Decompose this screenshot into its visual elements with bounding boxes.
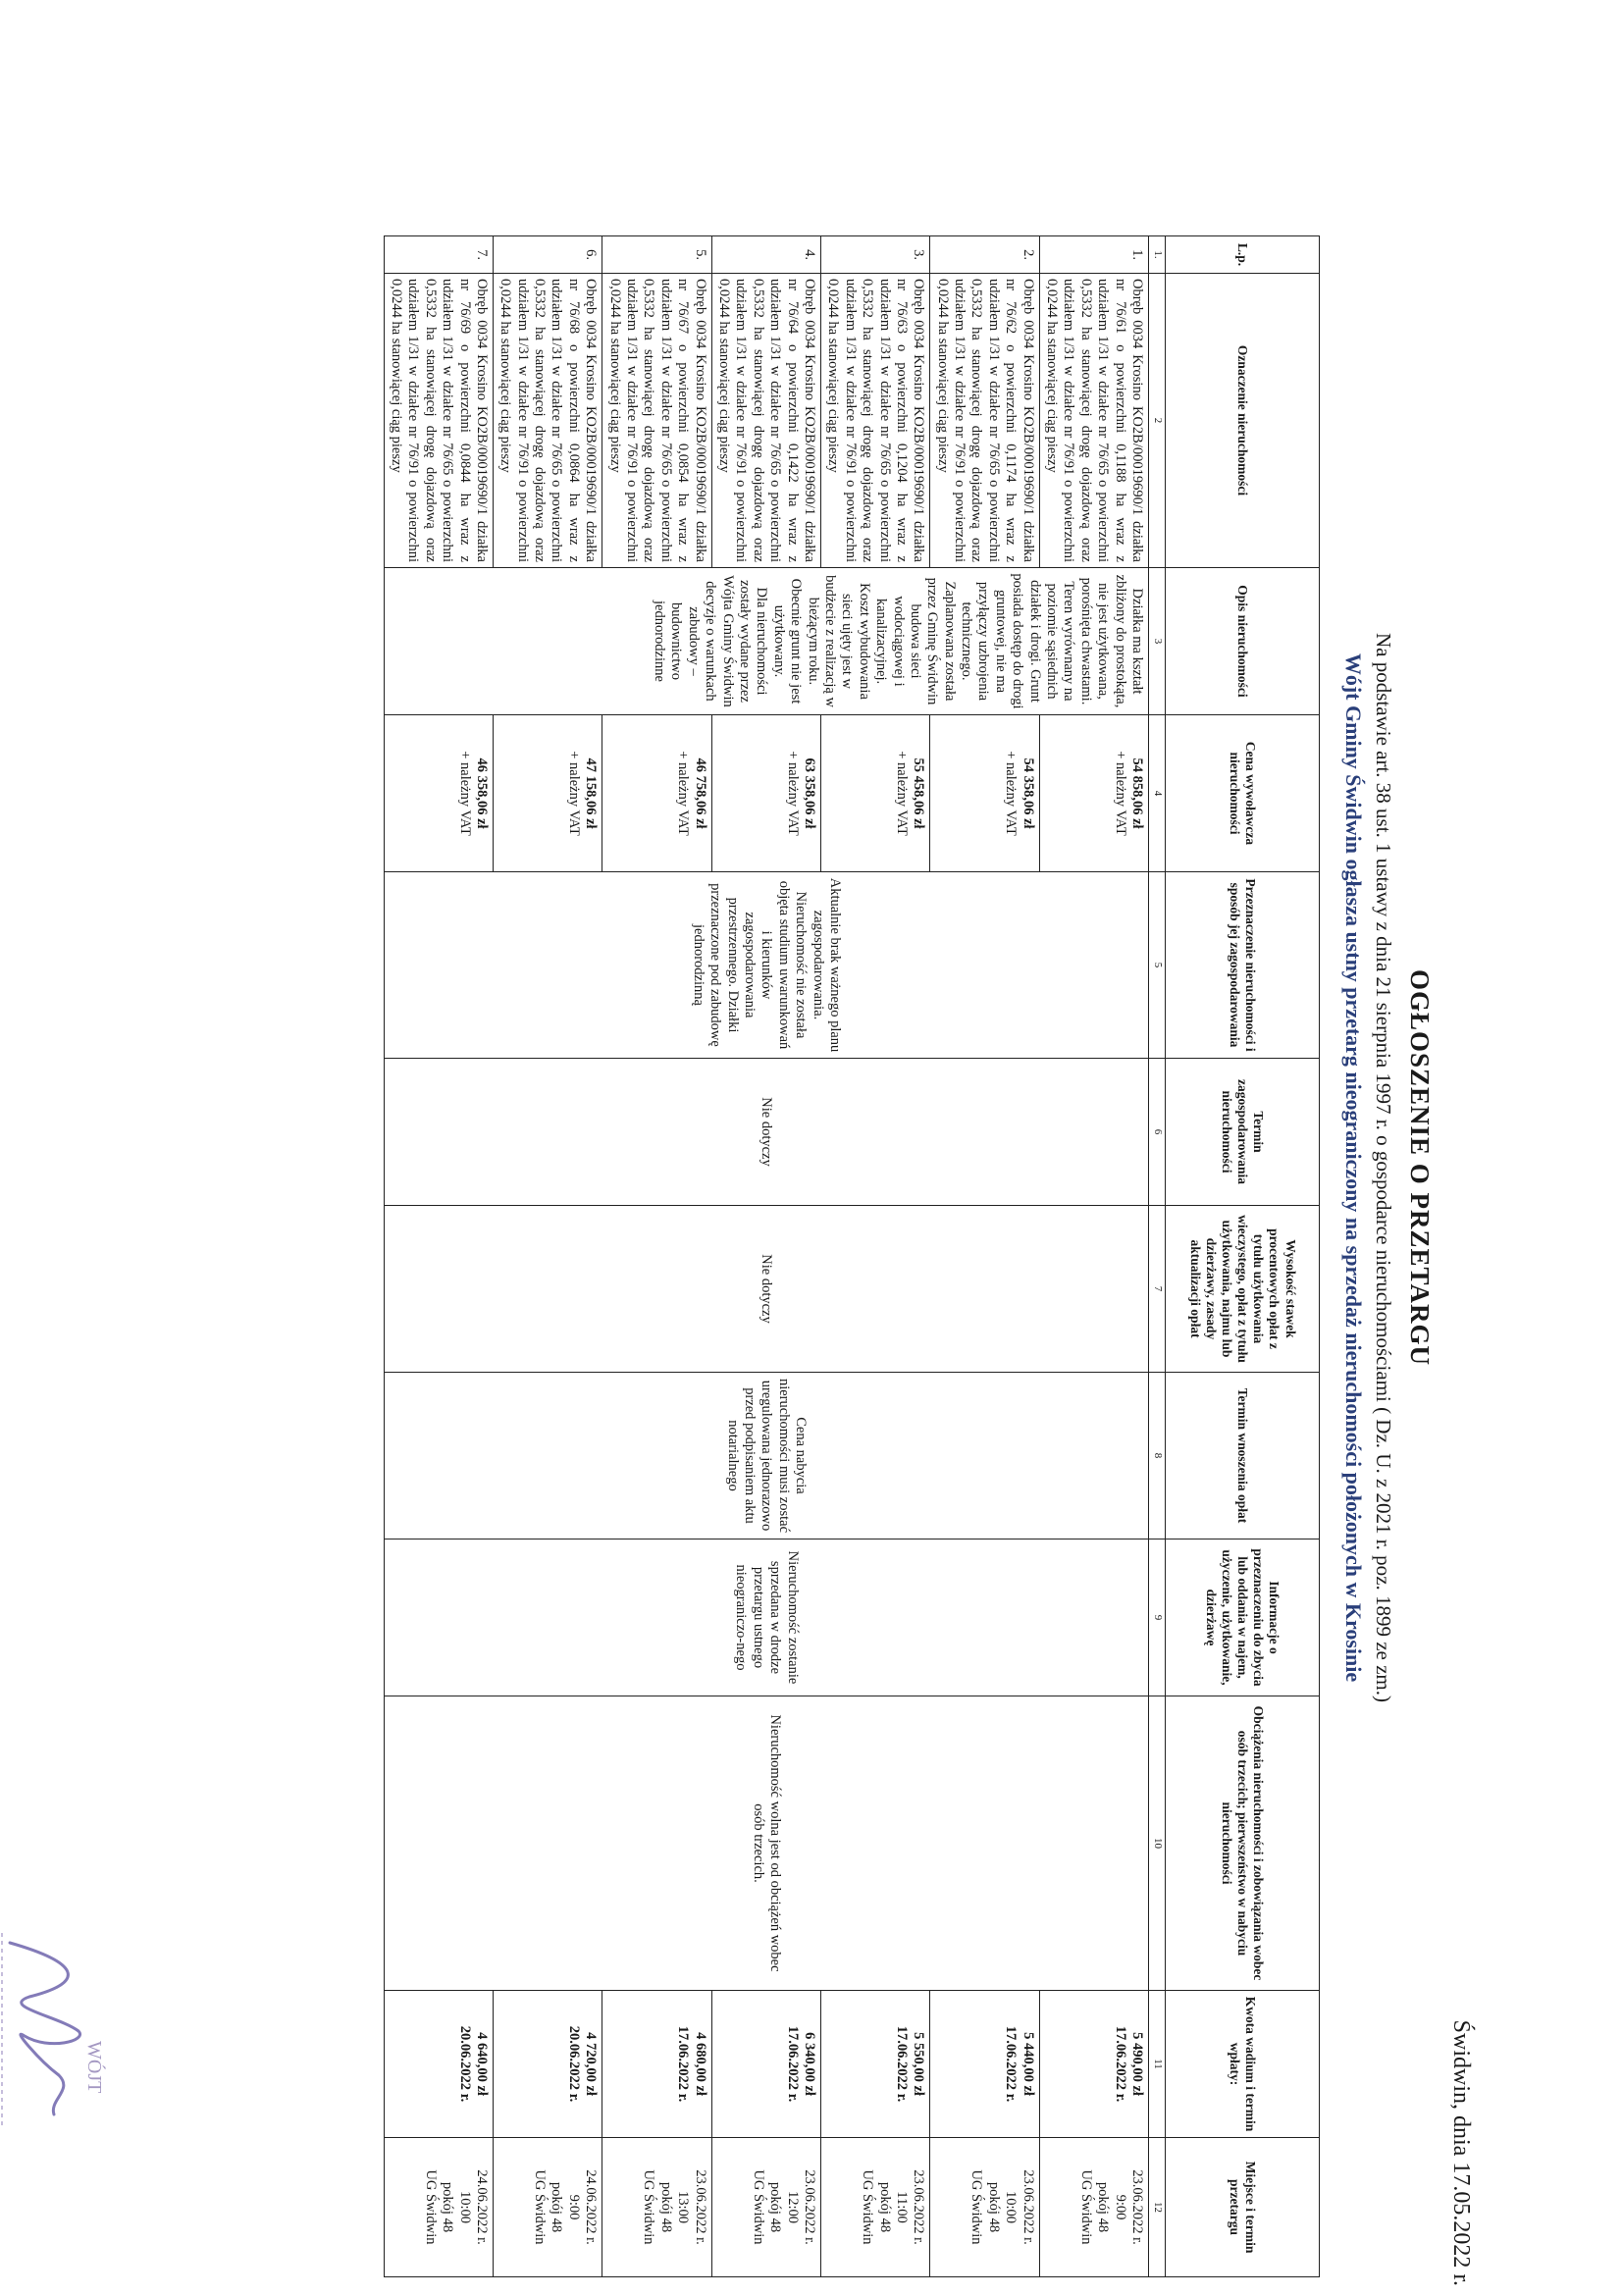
col-number: 7 (1149, 1206, 1166, 1373)
auction-cell (930, 2138, 1039, 2277)
col-number: 12 (1149, 2138, 1166, 2277)
description-part: Dla nieruchomości zostały wydane przez Wójta Gminy Świdwin decyzje o warunkach zabudowy – budownictwo jednorodzinne (652, 575, 770, 707)
legal-basis: Na podstawie art. 38 ust. 1 ustawy z dnia 21 sierpnia 1997 r. o gospodarce nieruchomościami ( Dz. U. z 2021 r. poz. 1899 ze zm.) (1372, 633, 1395, 1702)
col-number: 5 (1149, 872, 1166, 1059)
description-part: Koszt wybudowania sieci ujęty jest w budżecie z realizacją w bieżącym roku. (805, 575, 872, 707)
row-number: 3. (820, 236, 929, 274)
property-designation: Obręb 0034 Krosino KO2B/00019690/1 działka nr 76/68 o powierzchni 0,0864 ha wraz z udziałem 1/31 w działce nr 76/65 o powierzchni 0,5332 ha stanowiącej drogę dojazdową oraz udziałem 1/31 w działce nr 76/91 o powierzchni 0,0244 ha stanowiącej ciąg pieszy (493, 274, 602, 568)
deposit-date: 20.06.2022 r. (565, 2025, 582, 2103)
property-description (384, 568, 1148, 715)
row-number: 1. (1039, 236, 1148, 274)
description-part: Teren wyrównany na poziomie sąsiednich działek i drogi. Grunt posiada dostęp do drogi gruntowej, nie ma przyłączy uzbrojenia technicznego. (959, 573, 1077, 709)
payment-terms-cell: Cena nabycia nieruchomości musi zostać uregulowana jednorazowo przed podpisaniem aktu notarialnego (384, 1373, 1148, 1539)
starting-price: 55 458,06 zł (911, 757, 927, 829)
auction-cell (384, 2138, 493, 2277)
vat-note: + należny VAT (675, 751, 692, 836)
deposit-amount: 5 550,00 zł (911, 2032, 927, 2096)
deposit-amount: 4 720,00 zł (583, 2032, 600, 2096)
document-title: OGŁOSZENIE O PRZETARGU (1405, 968, 1435, 1367)
auction-cell (493, 2138, 602, 2277)
auction-date: 23.06.2022 r. (911, 2169, 927, 2245)
auction-time: 10:00 (456, 2190, 473, 2224)
deposit-amount: 5 440,00 zł (1020, 2032, 1036, 2096)
auction-time: 12:00 (784, 2190, 801, 2224)
row-number: 5. (602, 236, 711, 274)
deposit-date: 17.06.2022 r. (893, 2025, 910, 2103)
signature-stamp (0, 1904, 118, 2159)
property-table (384, 235, 1320, 2277)
auction-cell (711, 2138, 820, 2277)
col-number: 1. (1149, 236, 1166, 274)
property-designation: Obręb 0034 Krosino KO2B/00019690/1 działka nr 76/67 o powierzchni 0,0854 ha wraz z udziałem 1/31 w działce nr 76/65 o powierzchni 0,5332 ha stanowiącej drogę dojazdową oraz udziałem 1/31 w działce nr 76/91 o powierzchni 0,0244 ha stanowiącej ciąg pieszy (602, 274, 711, 568)
encumbrances-cell: Nieruchomość wolna jest od obciążeń wobec osób trzecich. (384, 1696, 1148, 1991)
deposit-cell (384, 1991, 493, 2138)
auction-date: 23.06.2022 r. (1129, 2169, 1145, 2245)
table-row (1039, 236, 1148, 2277)
deposit-amount: 6 340,00 zł (801, 2032, 817, 2096)
auction-cell (602, 2138, 711, 2277)
auction-place: UG Świdwin (532, 2169, 549, 2245)
deposit-date: 17.06.2022 r. (675, 2025, 692, 2103)
description-part: Zaplanowana została przez Gminę Świdwin budowa sieci wodociągowej i kanalizacyjnej. (873, 577, 958, 705)
starting-price: 54 358,06 zł (1020, 757, 1036, 829)
auction-time: 10:00 (1003, 2190, 1020, 2224)
auction-room: pokój 48 (440, 2181, 456, 2233)
auction-time: 9:00 (565, 2194, 582, 2220)
col-number: 6 (1149, 1059, 1166, 1206)
column-number-row (1149, 236, 1166, 2277)
property-designation: Obręb 0034 Krosino KO2B/00019690/1 działka nr 76/64 o powierzchni 0,1422 ha wraz z udziałem 1/31 w działce nr 76/65 o powierzchni 0,5332 ha stanowiącej drogę dojazdową oraz udziałem 1/31 w działce nr 76/91 o powierzchni 0,0244 ha stanowiącej ciąg pieszy (711, 274, 820, 568)
deposit-cell (820, 1991, 929, 2138)
col-number: 10 (1149, 1696, 1166, 1991)
auction-room: pokój 48 (767, 2181, 784, 2233)
price-cell (493, 715, 602, 872)
auction-date: 23.06.2022 r. (801, 2169, 817, 2245)
starting-price: 47 158,06 zł (583, 757, 600, 829)
row-number: 2. (930, 236, 1039, 274)
col-number: 4 (1149, 715, 1166, 872)
col-number: 3 (1149, 568, 1166, 715)
auction-date: 24.06.2022 r. (583, 2169, 600, 2245)
document-date: Świdwin, dnia 17.05.2022 r. (1448, 2019, 1474, 2286)
announcement-line: Wójt Gminy Świdwin ogłasza ustny przetarg nieograniczony na sprzedaż nieruchomości położonych w Krosinie (1341, 652, 1366, 1683)
col-header: Kwota wadium i termin wpłaty: (1166, 1991, 1320, 2138)
price-cell (820, 715, 929, 872)
row-number: 7. (384, 236, 493, 274)
auction-place: UG Świdwin (422, 2169, 439, 2245)
auction-room: pokój 48 (985, 2181, 1002, 2233)
col-number: 11 (1149, 1991, 1166, 2138)
auction-cell (1039, 2138, 1148, 2277)
col-header: Miejsce i termin przetargu (1166, 2138, 1320, 2277)
col-number: 2 (1149, 274, 1166, 568)
document-sheet (0, 39, 1482, 2296)
auction-date: 24.06.2022 r. (473, 2169, 490, 2245)
col-header: Cena wywoławcza nieruchomości (1166, 715, 1320, 872)
auction-time: 9:00 (1112, 2194, 1128, 2220)
deposit-cell (1039, 1991, 1148, 2138)
auction-place: UG Świdwin (641, 2169, 657, 2245)
col-header: Przeznaczenie nieruchomości i sposób jej zagospodarowania (1166, 872, 1320, 1059)
price-cell (711, 715, 820, 872)
price-cell (930, 715, 1039, 872)
vat-note: + należny VAT (1112, 751, 1128, 836)
fee-rates-cell: Nie dotyczy (384, 1206, 1148, 1373)
deposit-amount: 4 640,00 zł (473, 2032, 490, 2096)
vat-note: + należny VAT (1003, 751, 1020, 836)
deposit-cell (602, 1991, 711, 2138)
vat-note: + należny VAT (456, 751, 473, 836)
stamp-text: WÓJT (83, 2041, 105, 2094)
col-header: Obciążenia nieruchomości i zobowiązania wobec osób trzecich; pierwszeństwo w nabyciu nieruchomości (1166, 1696, 1320, 1991)
auction-place: UG Świdwin (750, 2169, 766, 2245)
auction-cell (820, 2138, 929, 2277)
property-designation: Obręb 0034 Krosino KO2B/00019690/1 działka nr 76/63 o powierzchni 0,1204 ha wraz z udziałem 1/31 w działce nr 76/65 o powierzchni 0,5332 ha stanowiącej drogę dojazdową oraz udziałem 1/31 w działce nr 76/91 o powierzchni 0,0244 ha stanowiącej ciąg pieszy (820, 274, 929, 568)
auction-place: UG Świdwin (1077, 2169, 1094, 2245)
auction-date: 23.06.2022 r. (1020, 2169, 1036, 2245)
col-header: Termin wnoszenia opłat (1166, 1373, 1320, 1539)
deposit-cell (711, 1991, 820, 2138)
signature-scribble (10, 1943, 80, 2114)
deposit-date: 17.06.2022 r. (1003, 2025, 1020, 2103)
description-part: Działka ma kształt zbliżony do prostokąta, nie jest użytkowana, porośnięta chwastami. (1077, 574, 1145, 708)
deposit-cell (493, 1991, 602, 2138)
row-number: 4. (711, 236, 820, 274)
purpose-cell: Aktualnie brak ważnego planu zagospodarowania. Nieruchomość nie została objęta studium uwarunkowań i kierunków zagospodarowania przestrzennego. Działki przeznaczone pod zabudowę jednorodzinną (384, 872, 1148, 1059)
col-number: 9 (1149, 1539, 1166, 1696)
auction-place: UG Świdwin (860, 2169, 876, 2245)
auction-date: 23.06.2022 r. (692, 2169, 708, 2245)
col-header: L.p. (1166, 236, 1320, 274)
development-term-cell: Nie dotyczy (384, 1059, 1148, 1206)
deposit-date: 20.06.2022 r. (456, 2025, 473, 2103)
col-header: Termin zagospodarowania nieruchomości (1166, 1059, 1320, 1206)
vat-note: + należny VAT (565, 751, 582, 836)
description-part: Obecnie grunt nie jest użytkowany. (770, 578, 805, 704)
property-designation: Obręb 0034 Krosino KO2B/00019690/1 działka nr 76/62 o powierzchni 0,1174 ha wraz z udziałem 1/31 w działce nr 76/65 o powierzchni 0,5332 ha stanowiącej drogę dojazdową oraz udziałem 1/31 w działce nr 76/91 o powierzchni 0,0244 ha stanowiącej ciąg pieszy (930, 274, 1039, 568)
row-number: 6. (493, 236, 602, 274)
col-header: Wysokość stawek procentowych opłat z tytułu użytkowania wieczystego, opłat z tytułu użytkowania, najmu lub dzierżawy, zasady aktualizacji opłat (1166, 1206, 1320, 1373)
sale-info-cell: Nieruchomość zostanie sprzedana w drodze przetargu ustnego nieograniczo-nego (384, 1539, 1148, 1696)
col-header: Oznaczenie nieruchomości (1166, 274, 1320, 568)
deposit-amount: 4 680,00 zł (692, 2032, 708, 2096)
deposit-date: 17.06.2022 r. (784, 2025, 801, 2103)
auction-room: pokój 48 (1095, 2181, 1112, 2233)
auction-room: pokój 48 (549, 2181, 565, 2233)
starting-price: 63 358,06 zł (801, 757, 817, 829)
starting-price: 46 758,06 zł (692, 757, 708, 829)
auction-time: 13:00 (675, 2190, 692, 2224)
deposit-amount: 5 490,00 zł (1129, 2032, 1145, 2096)
starting-price: 46 358,06 zł (473, 757, 490, 829)
auction-room: pokój 48 (876, 2181, 893, 2233)
deposit-date: 17.06.2022 r. (1112, 2025, 1128, 2103)
vat-note: + należny VAT (893, 751, 910, 836)
property-designation: Obręb 0034 Krosino KO2B/00019690/1 działka nr 76/69 o powierzchni 0,0844 ha wraz z udziałem 1/31 w działce nr 76/65 o powierzchni 0,5332 ha stanowiącej drogę dojazdową oraz udziałem 1/31 w działce nr 76/91 o powierzchni 0,0244 ha stanowiącej ciąg pieszy (384, 274, 493, 568)
price-cell (1039, 715, 1148, 872)
property-designation: Obręb 0034 Krosino KO2B/00019690/1 działka nr 76/61 o powierzchni 0,1188 ha wraz z udziałem 1/31 w działce nr 76/65 o powierzchni 0,5332 ha stanowiącej drogę dojazdową oraz udziałem 1/31 w działce nr 76/91 o powierzchni 0,0244 ha stanowiącej ciąg pieszy (1039, 274, 1148, 568)
col-number: 8 (1149, 1373, 1166, 1539)
vat-note: + należny VAT (784, 751, 801, 836)
header-row (1166, 236, 1320, 2277)
deposit-cell (930, 1991, 1039, 2138)
auction-place: UG Świdwin (968, 2169, 985, 2245)
auction-room: pokój 48 (657, 2181, 674, 2233)
col-header: Informacje o przeznaczeniu do zbycia lub oddania w najem, użyczenie, użytkowanie, dzierżawę (1166, 1539, 1320, 1696)
price-cell (602, 715, 711, 872)
col-header: Opis nieruchomości (1166, 568, 1320, 715)
auction-time: 11:00 (893, 2191, 910, 2223)
price-cell (384, 715, 493, 872)
starting-price: 54 858,06 zł (1129, 757, 1145, 829)
